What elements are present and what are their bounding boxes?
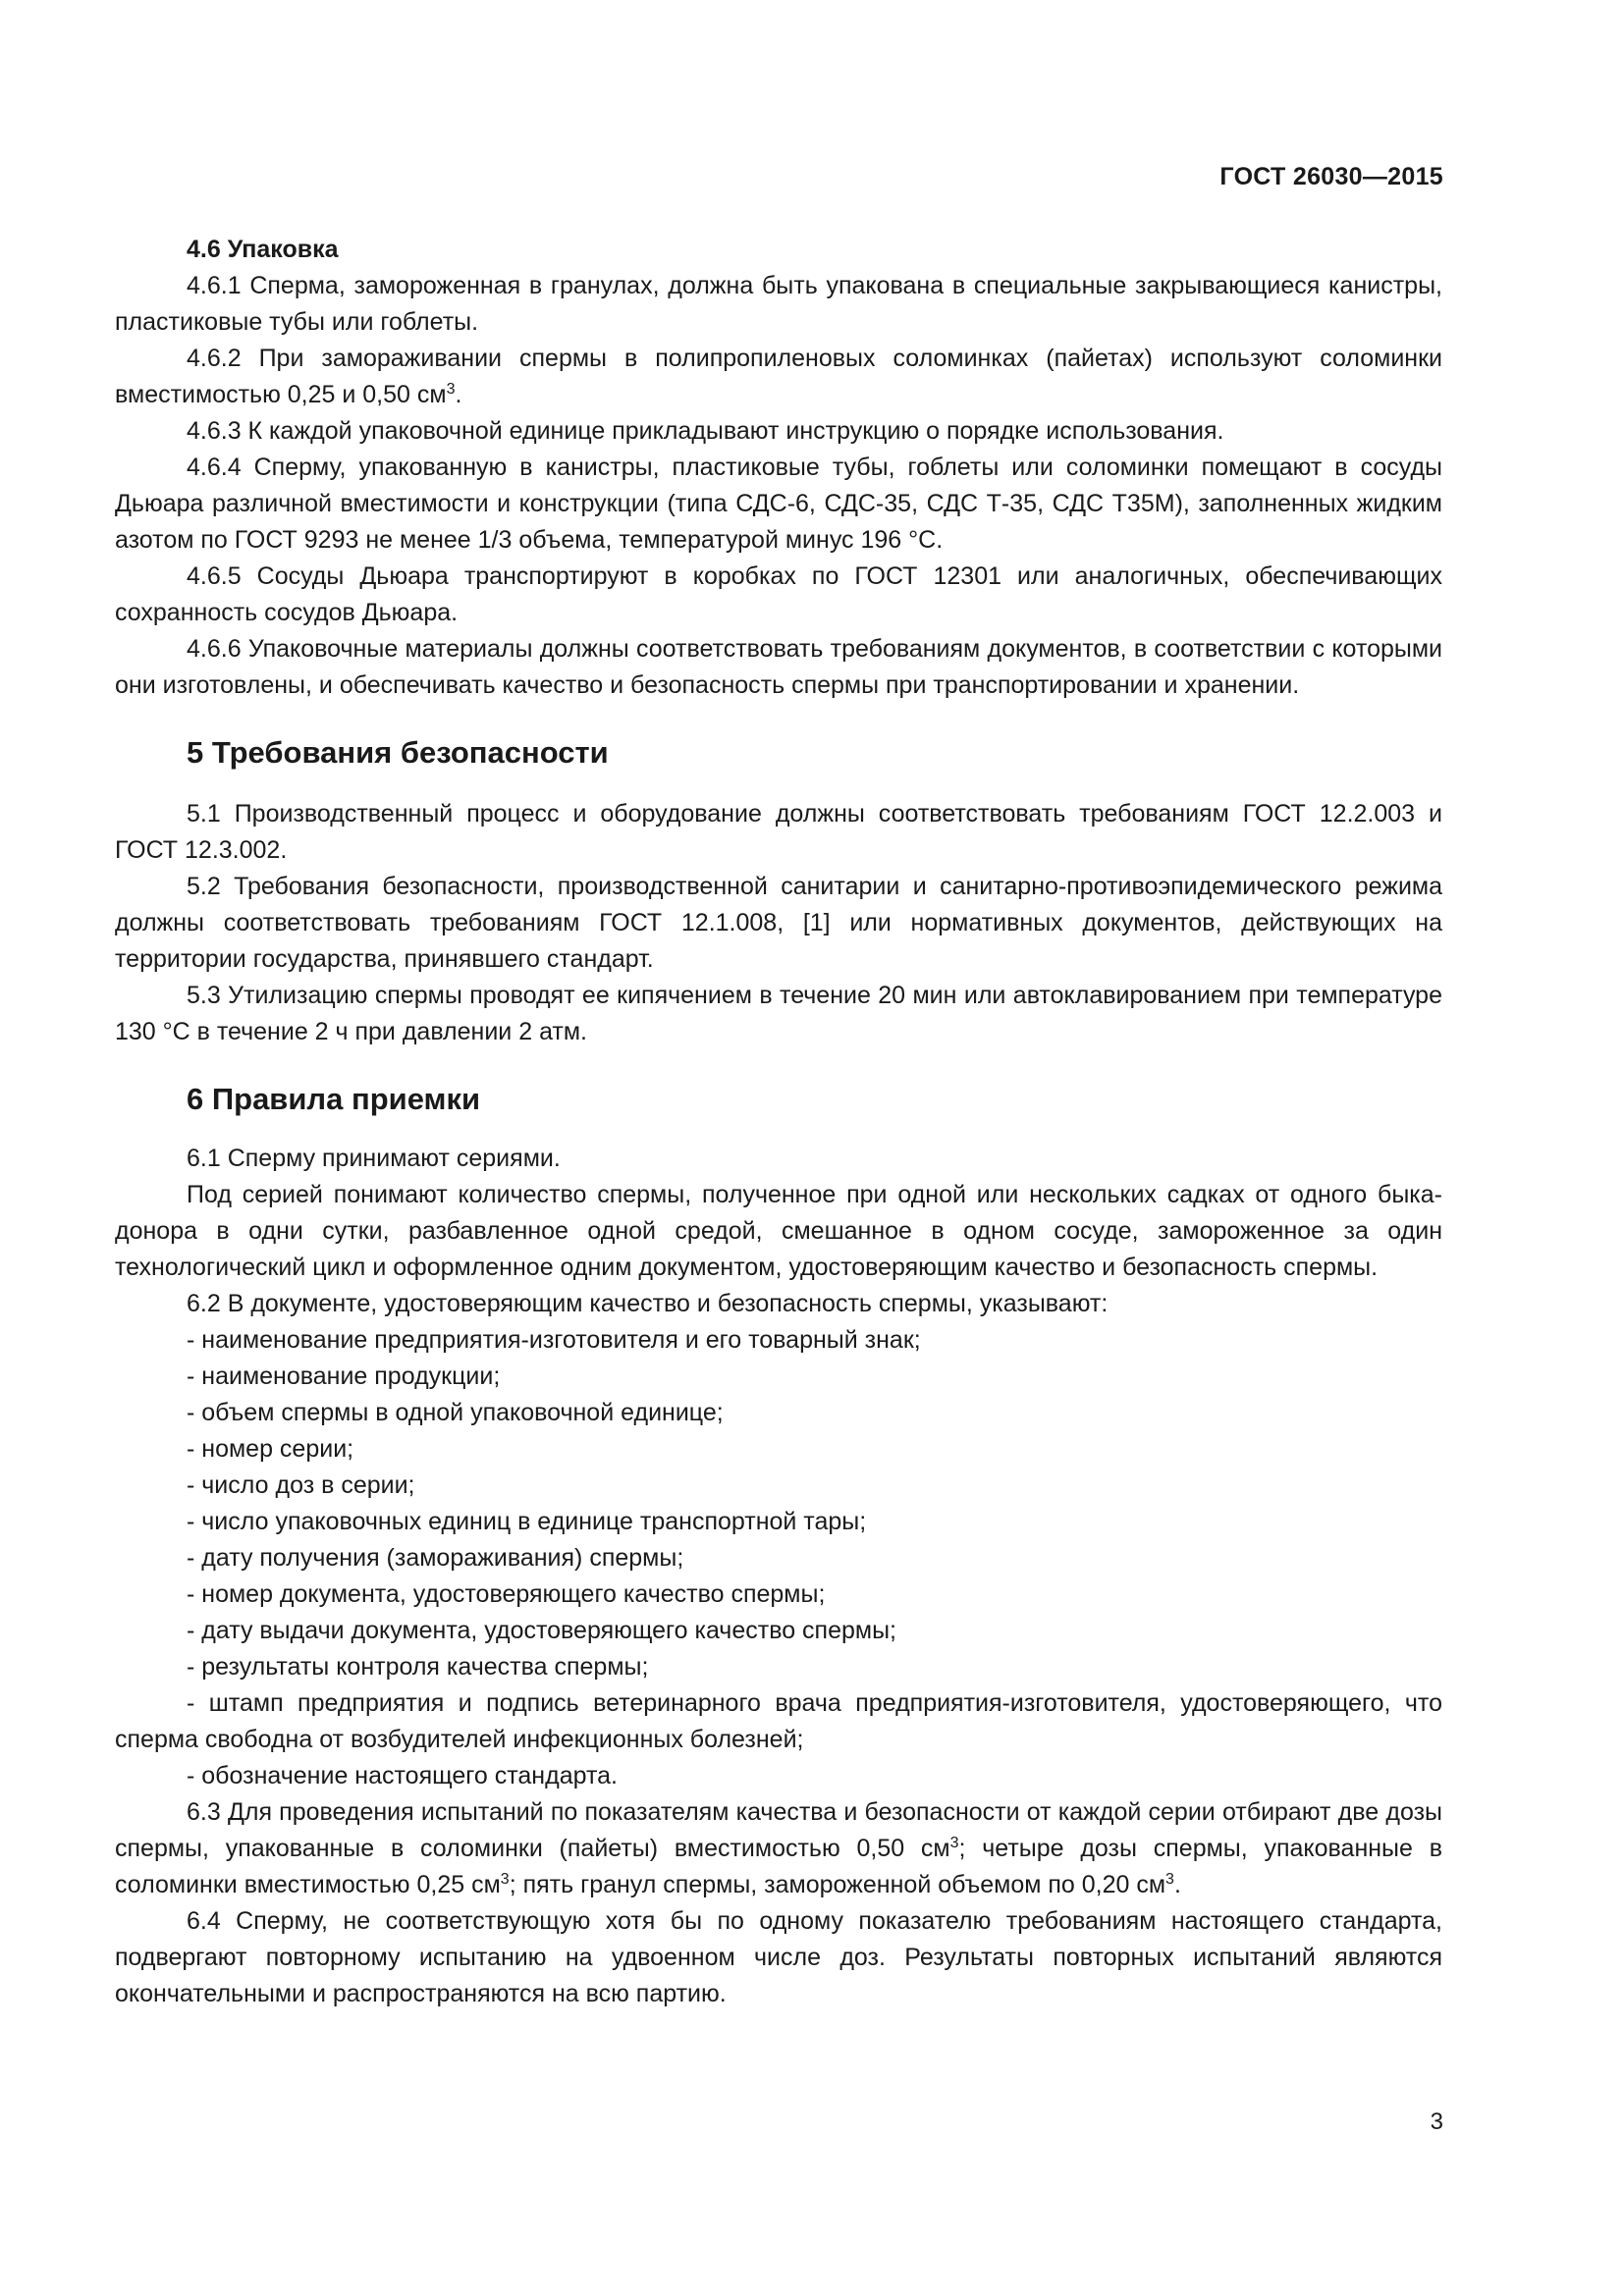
list-item: - штамп предприятия и подпись ветеринарного врача предприятия-изготовителя, удостоверяющего, что сперма свободна от возбудителей инфекционных болезней;	[115, 1689, 1442, 1753]
document-code: ГОСТ 26030—2015	[1219, 163, 1443, 190]
period: .	[455, 381, 462, 408]
page-number: 3	[1430, 2109, 1443, 2135]
paragraph-4-6-4: 4.6.4 Сперму, упакованную в канистры, пластиковые тубы, гоблеты или соломинки помещают в сосуды Дьюара различной вместимости и конструкции (типа СДС-6, СДС-35, СДС Т-35, СДС Т35М), заполненных жидким азотом по ГОСТ 9293 не менее 1/3 объема, температурой минус 196 °С.	[115, 454, 1442, 554]
superscript: 3	[1165, 1871, 1174, 1888]
paragraph-4-6-6: 4.6.6 Упаковочные материалы должны соответствовать требованиям документов, в соответствии с которыми они изготовлены, и обеспечивать качество и безопасность спермы при транспортировании и хранении.	[115, 635, 1442, 699]
list-item: - число доз в серии;	[187, 1471, 415, 1499]
superscript: 3	[446, 381, 456, 398]
list-item: - наименование предприятия-изготовителя и его товарный знак;	[187, 1326, 921, 1354]
paragraph-5-3: 5.3 Утилизацию спермы проводят ее кипячением в течение 20 мин или автоклавированием при температуре 130 °С в течение 2 ч при давлении 2 атм.	[115, 982, 1442, 1045]
paragraph-6-2: 6.2 В документе, удостоверяющим качество и безопасность спермы, указывают:	[187, 1290, 1109, 1317]
list-item: - число упаковочных единиц в единице транспортной тары;	[187, 1508, 867, 1535]
document-body	[115, 232, 1442, 2012]
list-item: - дату выдачи документа, удостоверяющего качество спермы;	[187, 1617, 896, 1644]
text-run: .	[1173, 1871, 1181, 1898]
paragraph-6-1: 6.1 Сперму принимают сериями.	[187, 1145, 561, 1172]
list-item: - обозначение настоящего стандарта.	[187, 1762, 618, 1789]
text-run: ; четыре дозы спермы, упакованные в соломинки вместимостью 0,25 см	[115, 1835, 1442, 1898]
section-5-title: 5 Требования безопасности	[187, 735, 609, 770]
paragraph-6-4: 6.4 Сперму, не соответствующую хотя бы по одному показателю требованиям настоящего стандарта, подвергают повторному испытанию на удвоенном числе доз. Результаты повторных испытаний являются окончательными и распространяются на всю партию.	[115, 1907, 1442, 2007]
list-item: - наименование продукции;	[187, 1362, 501, 1390]
superscript: 3	[949, 1835, 959, 1851]
section-4-6-title: 4.6 Упаковка	[187, 236, 339, 263]
list-item: - дату получения (замораживания) спермы;	[187, 1544, 684, 1572]
paragraph-4-6-2	[115, 341, 1442, 413]
paragraph-4-6-2-text: 4.6.2 При замораживании спермы в полипропиленовых соломинках (пайетах) используют соломинки вместимостью 0,25 и 0,50 см	[115, 345, 1442, 408]
superscript: 3	[500, 1871, 510, 1888]
list-item: - результаты контроля качества спермы;	[187, 1653, 649, 1681]
paragraph-6-1-definition: Под серией понимают количество спермы, полученное при одной или нескольких садках от одного быка-донора в одни сутки, разбавленное одной средой, смешанное в одном сосуде, замороженное за один технологический цикл и оформленное одним документом, удостоверяющим качество и безопасность спермы.	[115, 1181, 1442, 1281]
text-run: 6.3 Для проведения испытаний по показателям качества и безопасности от каждой серии отбирают две дозы спермы, упакованные в соломинки (пайеты) вместимостью 0,50 см	[115, 1798, 1442, 1862]
paragraph-4-6-3: 4.6.3 К каждой упаковочной единице прикладывают инструкцию о порядке использования.	[187, 417, 1224, 445]
text-run: ; пять гранул спермы, замороженной объемом по 0,20 см	[509, 1871, 1166, 1898]
paragraph-6-3	[115, 1794, 1442, 1903]
paragraph-4-6-5: 4.6.5 Сосуды Дьюара транспортируют в коробках по ГОСТ 12301 или аналогичных, обеспечивающих сохранность сосудов Дьюара.	[115, 562, 1442, 626]
list-item: - номер документа, удостоверяющего качество спермы;	[187, 1580, 826, 1608]
paragraph-5-2: 5.2 Требования безопасности, производственной санитарии и санитарно-противоэпидемического режима должны соответствовать требованиям ГОСТ 12.1.008, [1] или нормативных документов, действующих на территории государства, принявшего стандарт.	[115, 873, 1442, 973]
list-item: - номер серии;	[187, 1435, 354, 1463]
list-item: - объем спермы в одной упаковочной единице;	[187, 1399, 724, 1426]
paragraph-4-6-1: 4.6.1 Сперма, замороженная в гранулах, должна быть упакована в специальные закрывающиеся канистры, пластиковые тубы или гоблеты.	[115, 272, 1442, 336]
section-6-title: 6 Правила приемки	[187, 1082, 481, 1116]
paragraph-5-1: 5.1 Производственный процесс и оборудование должны соответствовать требованиям ГОСТ 12.2.003 и ГОСТ 12.3.002.	[115, 800, 1442, 864]
